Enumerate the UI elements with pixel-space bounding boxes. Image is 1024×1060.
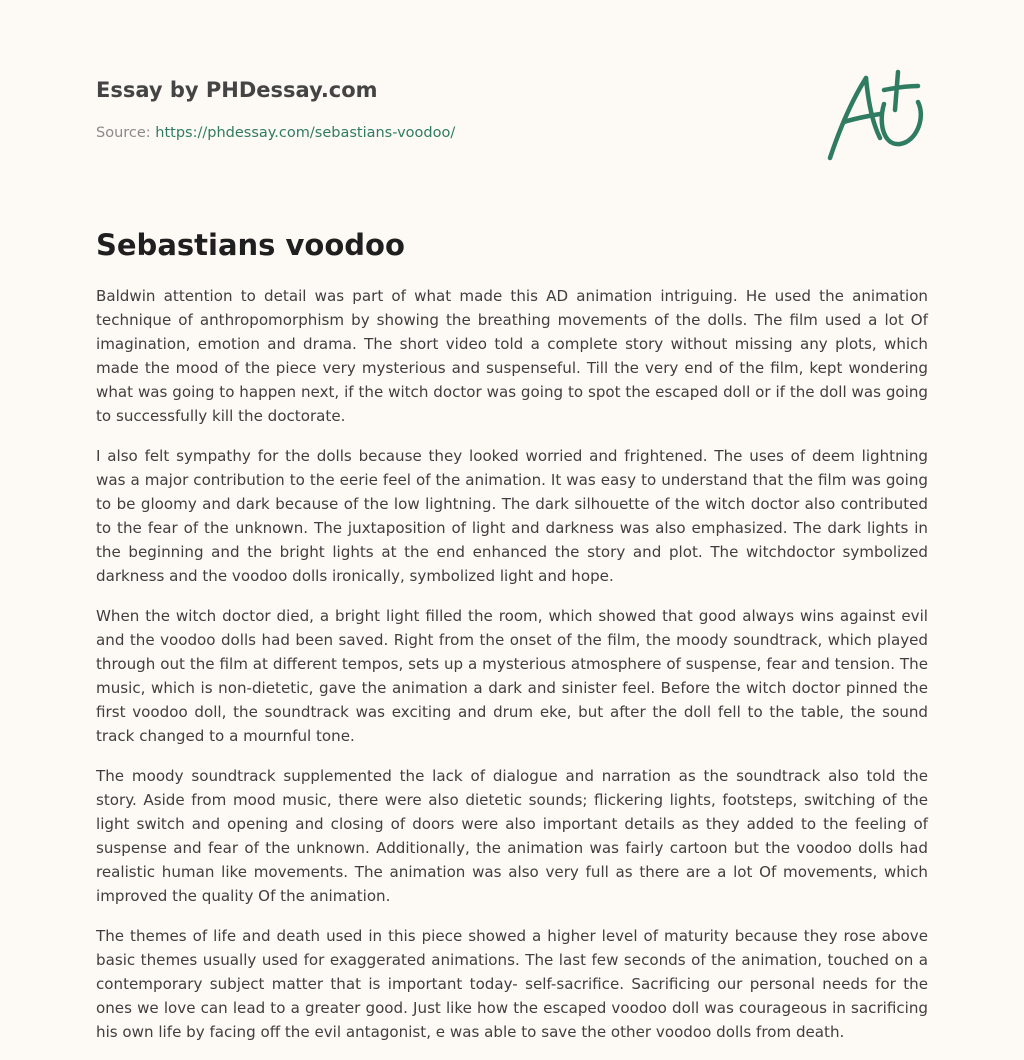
essay-title: Sebastians voodoo xyxy=(96,228,405,262)
essay-body xyxy=(96,284,928,1060)
source-link[interactable]: https://phdessay.com/sebastians-voodoo/ xyxy=(155,125,456,141)
essay-paragraph: The themes of life and death used in this piece showed a higher level of maturity because they rose above basic themes usually used for exaggerated animations. The last few seconds of the animation, touched on a contemporary subject matter that is important today- self-sacrifice. Sacrificing our personal needs for the ones we love can lead to a greater good. Just like how the escaped voodoo doll was courageous in sacrificing his own life by facing off the evil antagonist, e was able to save the other voodoo dolls from death. xyxy=(96,927,928,1041)
source-label: Source: xyxy=(96,125,156,141)
brand-title: Essay by PHDessay.com xyxy=(96,78,378,102)
essay-paragraph: I also felt sympathy for the dolls because they looked worried and frightened. The uses of deem lightning was a major contribution to the eerie feel of the animation. It was easy to understand that the film was going to be gloomy and dark because of the low lightning. The dark silhouette of the witch doctor also contributed to the fear of the unknown. The juxtaposition of light and darkness was also emphasized. The dark lights in the beginning and the bright lights at the end enhanced the story and plot. The witchdoctor symbolized darkness and the voodoo dolls ironically, symbolized light and hope. xyxy=(96,447,928,585)
a-plus-grade-icon xyxy=(822,66,932,166)
essay-paragraph: When the witch doctor died, a bright light filled the room, which showed that good always wins against evil and the voodoo dolls had been saved. Right from the onset of the film, the moody soundtrack, which played through out the film at different tempos, sets up a mysterious atmosphere of suspense, fear and tension. The music, which is non-dietetic, gave the animation a dark and sinister feel. Before the witch doctor pinned the first voodoo doll, the soundtrack was exciting and drum eke, but after the doll fell to the table, the sound track changed to a mournful tone. xyxy=(96,607,928,745)
page-header xyxy=(96,76,928,143)
source-line xyxy=(96,123,928,143)
essay-paragraph: The moody soundtrack supplemented the lack of dialogue and narration as the soundtrack also told the story. Aside from mood music, there were also dietetic sounds; flickering lights, footsteps, switching of the light switch and opening and closing of doors were also important details as they added to the feeling of suspense and fear of the unknown. Additionally, the animation was fairly cartoon but the voodoo dolls had realistic human like movements. The animation was also very full as there are a lot Of movements, which improved the quality Of the animation. xyxy=(96,767,928,905)
a-plus-logo-svg xyxy=(822,66,932,166)
essay-paragraph: Baldwin attention to detail was part of what made this AD animation intriguing. He used the animation technique of anthropomorphism by showing the breathing movements of the dolls. The film used a lot Of imagination, emotion and drama. The short video told a complete story without missing any plots, which made the mood of the piece very mysterious and suspenseful. Till the very end of the film, kept wondering what was going to happen next, if the witch doctor was going to spot the escaped doll or if the doll was going to successfully kill the doctorate. xyxy=(96,287,928,425)
